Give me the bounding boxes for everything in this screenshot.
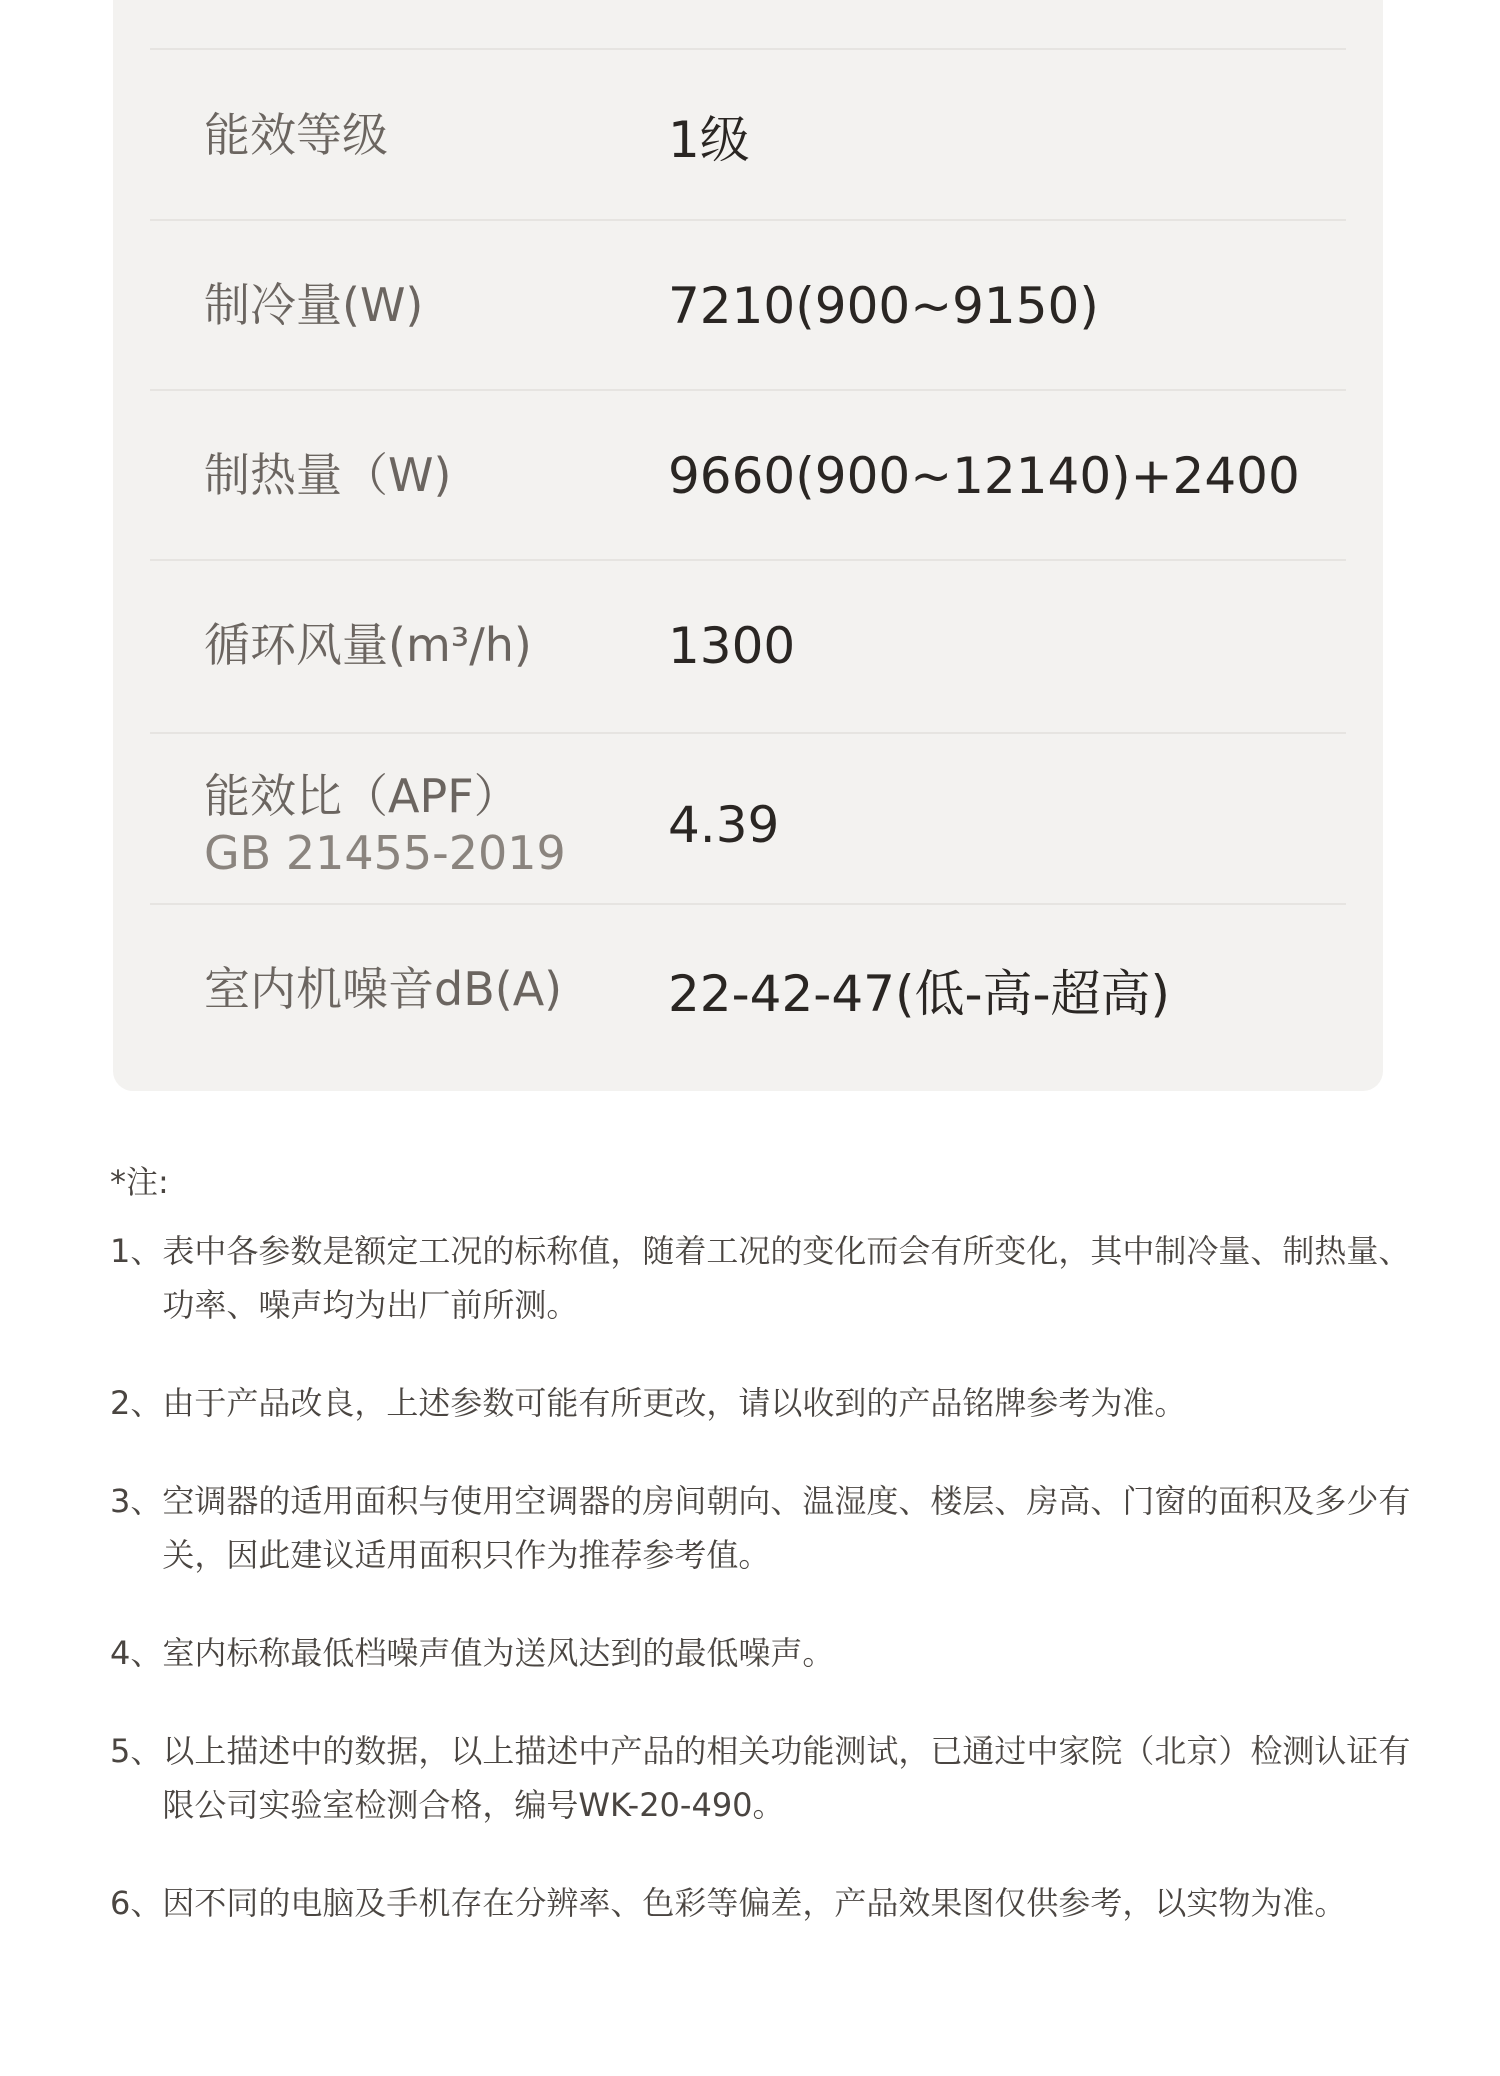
row-divider [150, 903, 1346, 905]
note-number: 5、 [110, 1732, 163, 1770]
note-item [110, 1376, 1430, 1430]
note-number: 3、 [110, 1482, 163, 1520]
note-text: 因不同的电脑及手机存在分辨率、色彩等偏差，产品效果图仅供参考，以实物为准。 [162, 1884, 1347, 1922]
spec-label: 制冷量(W) [204, 278, 424, 333]
note-number: 6、 [110, 1884, 163, 1922]
note-text: 以上描述中的数据，以上描述中产品的相关功能测试，已通过中家院（北京）检测认证有限公司实验室检测合格，编号WK-20-490。 [162, 1732, 1411, 1824]
row-divider [150, 389, 1346, 391]
note-number: 1、 [110, 1232, 163, 1270]
row-divider [150, 48, 1346, 50]
spec-value: 22-42-47(低-高-超高) [668, 965, 1171, 1023]
spec-value: 1级 [668, 111, 750, 169]
spec-row-apf [0, 741, 1500, 909]
note-text: 由于产品改良，上述参数可能有所更改，请以收到的产品铭牌参考为准。 [162, 1384, 1187, 1422]
note-item [110, 1626, 1430, 1680]
spec-label: 制热量（W) [204, 448, 452, 503]
spec-row-cooling-capacity [0, 222, 1500, 390]
spec-row-airflow [0, 562, 1500, 730]
spec-row-indoor-noise [0, 906, 1500, 1074]
spec-sublabel: GB 21455-2019 [204, 826, 566, 880]
note-number: 2、 [110, 1384, 163, 1422]
note-number: 4、 [110, 1634, 163, 1672]
note-item [110, 1474, 1430, 1582]
spec-row-energy-grade [0, 52, 1500, 220]
spec-label: 能效等级 [204, 108, 388, 163]
spec-value: 1300 [668, 617, 796, 675]
note-item [110, 1724, 1430, 1832]
note-text: 空调器的适用面积与使用空调器的房间朝向、温湿度、楼层、房高、门窗的面积及多少有关，因此建议适用面积只作为推荐参考值。 [162, 1482, 1411, 1574]
spec-row-heating-capacity [0, 392, 1500, 560]
note-item [110, 1224, 1430, 1332]
spec-label: 室内机噪音dB(A) [204, 962, 563, 1017]
notes-title: *注: [110, 1163, 169, 1201]
spec-value: 9660(900~12140)+2400 [668, 447, 1300, 505]
note-text: 表中各参数是额定工况的标称值，随着工况的变化而会有所变化，其中制冷量、制热量、功率、噪声均为出厂前所测。 [162, 1232, 1411, 1324]
note-text: 室内标称最低档噪声值为送风达到的最低噪声。 [162, 1634, 835, 1672]
spec-label: 能效比（APF） GB 21455-2019 [204, 741, 566, 909]
spec-label: 循环风量(m³/h) [204, 618, 532, 673]
spec-value: 7210(900~9150) [668, 277, 1099, 335]
notes-section [110, 1160, 1430, 1974]
row-divider [150, 219, 1346, 221]
row-divider [150, 559, 1346, 561]
note-item [110, 1876, 1430, 1930]
spec-value: 4.39 [668, 796, 780, 854]
row-divider [150, 732, 1346, 734]
